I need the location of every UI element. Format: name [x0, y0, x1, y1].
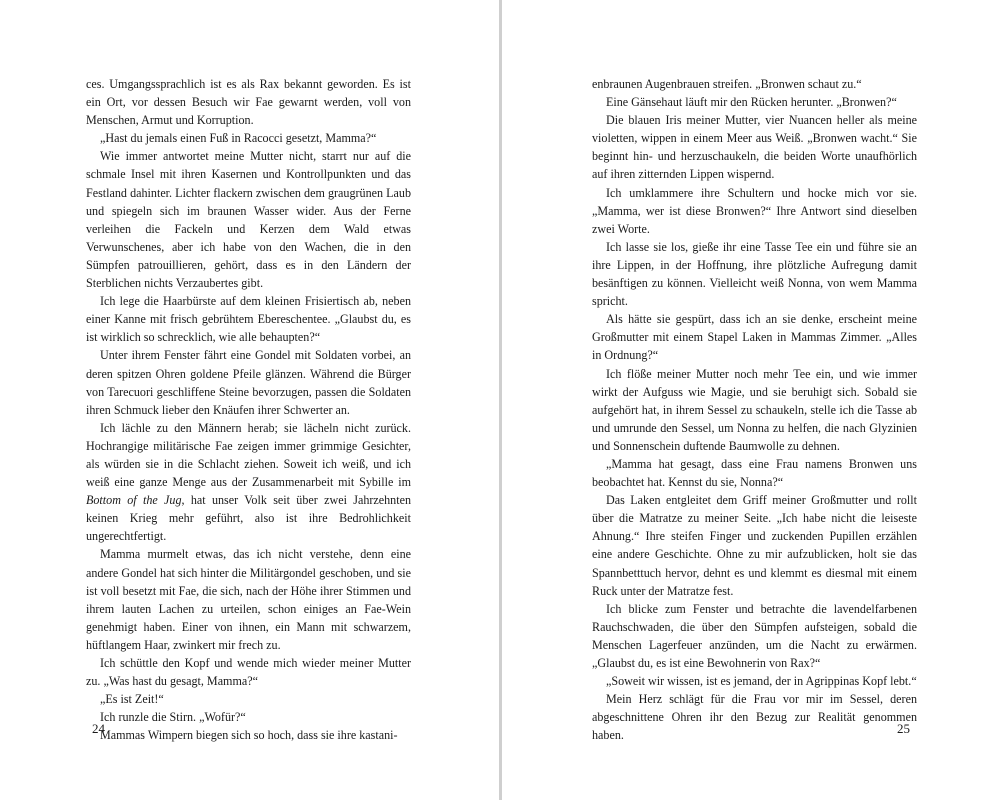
- paragraph: „Soweit wir wissen, ist es jemand, der in Agrippinas Kopf lebt.“: [606, 674, 917, 689]
- paragraph: Ich runzle die Stirn. „Wofür?“: [100, 710, 246, 725]
- paragraph: Ich schüttle den Kopf und wende mich wieder meiner Mutter zu. „Was hast du gesagt, Mamma?“: [86, 656, 411, 689]
- paragraph: Ich lege die Haarbürste auf dem kleinen Frisiertisch ab, neben einer Kanne mit frisch gebrühtem Ebereschentee. „Glaubst du, es ist wirklich so schrecklich, wie alle behaupten?“: [86, 294, 411, 345]
- paragraph: Mamma murmelt etwas, das ich nicht verstehe, denn eine andere Gondel hat sich hinter die Militärgondel geschoben, und sie ist voll besetzt mit Fae, die sich, nach der Höhe ihrer Stimmen und ihrem lauten Lachen zu urteilen, schon einiges an Fae-Wein genehmigt haben. Einer von ihnen, ein Mann mit schwarzem, hüftlangem Haar, zwinkert mir frech zu.: [86, 547, 411, 652]
- paragraph: Wie immer antwortet meine Mutter nicht, starrt nur auf die schmale Insel mit ihren Kasernen und Kontrollpunkten und das Festland dahinter. Lichter flackern zwischen dem graugrünen Laub und spiegeln sich im braunen Wasser wider. Aus der Ferne verleihen die Fackeln und Kerzen dem Wald etwas Verwunschenes, aber ich habe von den Wachen, die in den Sümpfen patrouillieren, gehört, dass es in den Ländern der Sterblichen nichts Verzaubertes gibt.: [86, 149, 411, 291]
- left-page: [0, 0, 499, 800]
- book-title-italic: Bottom of the Jug: [86, 493, 182, 508]
- paragraph: Ich lasse sie los, gieße ihr eine Tasse Tee ein und führe sie an ihre Lippen, in der Hoffnung, ihre plötzliche Aufregung damit besänftigen zu können. Vielleicht weiß Nonna, von wem Mamma spricht.: [592, 239, 917, 309]
- page-number: 25: [897, 721, 910, 736]
- paragraph: enbraunen Augenbrauen streifen. „Bronwen schaut zu.“: [592, 77, 862, 91]
- paragraph: Mammas Wimpern biegen sich so hoch, dass sie ihre kastani-: [100, 728, 398, 743]
- paragraph: Ich umklammere ihre Schultern und hocke mich vor sie. „Mamma, wer ist diese Bronwen?“ Ihre Antwort sind dieselben zwei Worte.: [592, 185, 917, 236]
- right-page-body: [592, 75, 917, 744]
- left-page-body: [86, 75, 411, 744]
- page-number: 24: [92, 721, 105, 736]
- paragraph: Ich flöße meiner Mutter noch mehr Tee ein, und wie immer wirkt der Aufguss wie Magie, und sie beruhigt sich. Sobald sie aufgehört hat, in ihrem Sessel zu schaukeln, stelle ich die Tasse ab und umrunde den Sessel, um Nonna zu helfen, die nach Glyzinien und Sonnenschein duftende Baumwolle zu dehnen.: [592, 366, 917, 453]
- paragraph: Als hätte sie gespürt, dass ich an sie denke, erscheint meine Großmutter mit einem Stapel Laken in Mammas Zimmer. „Alles in Ordnung?“: [592, 312, 917, 363]
- right-page: [502, 0, 1000, 800]
- paragraph: „Es ist Zeit!“: [100, 692, 164, 707]
- paragraph: Unter ihrem Fenster fährt eine Gondel mit Soldaten vorbei, an deren spitzen Ohren goldene Pfeile glänzen. Während die Bürger von Tarecuori geschliffene Steine bevorzugen, passen die Soldaten ihren Schmuck lieber den Knäufen ihrer Schwerter an.: [86, 348, 411, 417]
- paragraph: Die blauen Iris meiner Mutter, vier Nuancen heller als meine violetten, wippen in einem Meer aus Weiß. „Bronwen wacht.“ Sie beginnt hin- und herzuschaukeln, die beiden Worte unaufhörlich auf ihren zitternden Lippen wispernd.: [592, 113, 917, 182]
- paragraph: „Hast du jemals einen Fuß in Racocci gesetzt, Mamma?“: [100, 131, 377, 146]
- paragraph: Ich blicke zum Fenster und betrachte die lavendelfarbenen Rauchschwaden, die über den Sümpfen aufsteigen, sobald die Menschen Lagerfeuer anzünden, um die Nacht zu erwärmen. „Glaubst du, es ist eine Bewohnerin von Rax?“: [592, 601, 917, 670]
- paragraph: ces. Umgangssprachlich ist es als Rax bekannt geworden. Es ist ein Ort, vor dessen Besuch wir Fae gewarnt werden, voll von Menschen, Armut und Korruption.: [86, 77, 411, 128]
- paragraph: Eine Gänsehaut läuft mir den Rücken herunter. „Bronwen?“: [606, 95, 897, 110]
- paragraph: Das Laken entgleitet dem Griff meiner Großmutter und rollt über die Matratze zu meiner Seite. „Ich habe nicht die leiseste Ahnung.“ Ihre steifen Finger und zuckenden Pupillen erzählen eine andere Geschichte. Ohne zu mir aufzublicken, holt sie das Spannbetttuch hervor, dehnt es und klemmt es diesmal mit einem Ruck unter der Matratze fest.: [592, 493, 917, 598]
- paragraph: „Mamma hat gesagt, dass eine Frau namens Bronwen uns beobachtet hat. Kennst du sie, Nonna?“: [592, 456, 917, 490]
- paragraph: Mein Herz schlägt für die Frau vor mir im Sessel, deren abgeschnittene Ohren ihr den Bezug zur Realität genommen haben.: [592, 692, 917, 743]
- paragraph: Ich lächle zu den Männern herab; sie lächeln nicht zurück. Hochrangige militärische Fae zeigen immer grimmige Gesichter, als würden sie in die Schlacht ziehen. Soweit ich weiß, und ich weiß eine ganze Menge aus der Zusammenarbeit mit Sybille im Bottom of the Jug, hat unser Volk seit über zwei Jahrzehnten keinen Krieg mehr geführt, also ist ihre Bedrohlichkeit ungerechtfertigt.: [86, 420, 411, 544]
